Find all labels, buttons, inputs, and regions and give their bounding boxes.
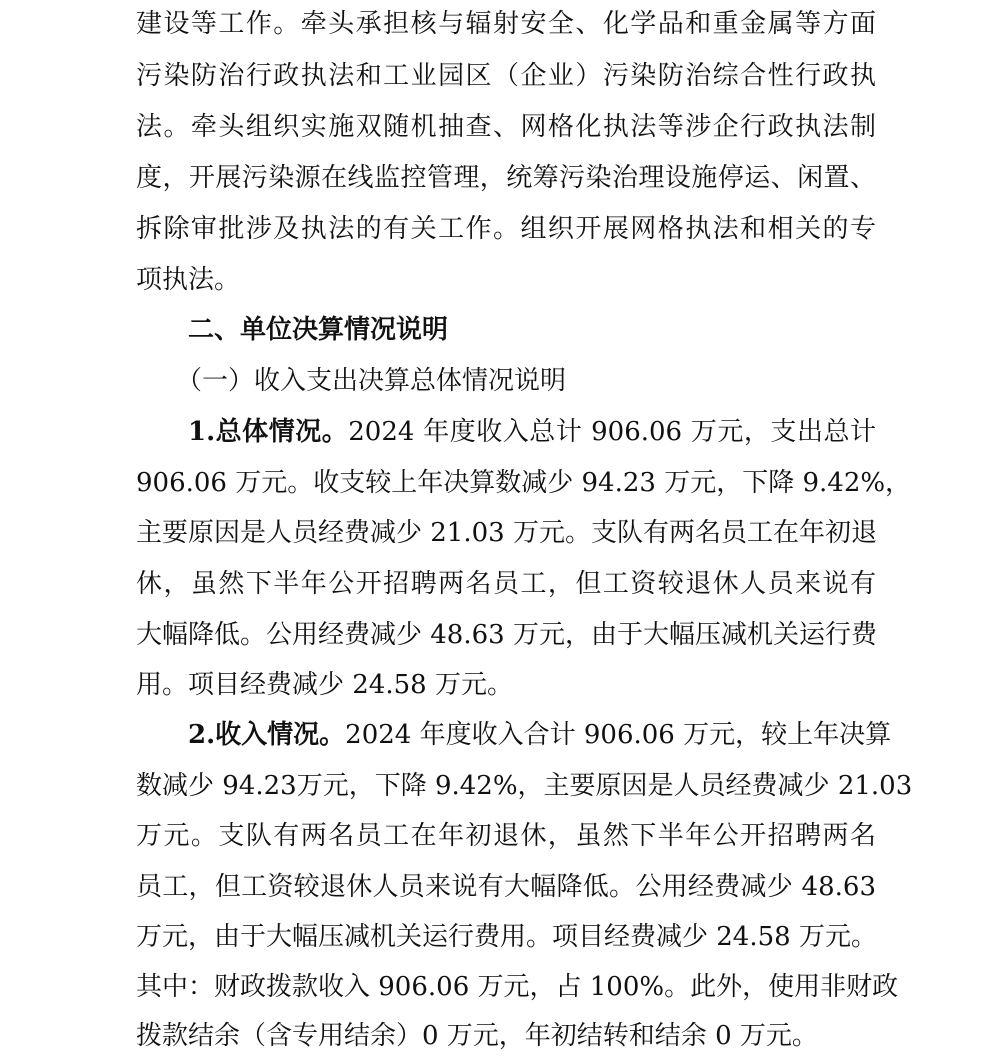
paragraph-2-line: 数减少 94.23万元，下降 9.42%，主要原因是人员经费减少 21.03 xyxy=(136,771,913,801)
paragraph-1-line: 休，虽然下半年公开招聘两名员工，但工资较退休人员来说有 xyxy=(136,569,876,599)
section-heading: 二、单位决算情况说明 xyxy=(188,315,449,345)
paragraph-1-lead: 1.总体情况。 xyxy=(188,417,349,447)
paragraph-2-lead: 2.收入情况。 xyxy=(188,720,346,750)
paragraph-2-line: 拨款结余（含专用结余）0 万元，年初结转和结余 0 万元。 xyxy=(136,1021,818,1051)
paragraph-1-line: 用。项目经费减少 24.58 万元。 xyxy=(136,670,513,700)
subsection-heading: （一）收入支出决算总体情况说明 xyxy=(176,366,567,396)
intro-line: 度，开展污染源在线监控管理，统筹污染治理设施停运、闲置、 xyxy=(136,163,876,193)
paragraph-2-line: 万元，由于大幅压减机关运行费用。项目经费减少 24.58 万元。 xyxy=(136,922,877,952)
paragraph-1-first-line xyxy=(188,415,876,449)
paragraph-2-line: 员工，但工资较退休人员来说有大幅降低。公用经费减少 48.63 xyxy=(136,872,876,902)
intro-line: 项执法。 xyxy=(136,265,241,295)
intro-line: 法。牵头组织实施双随机抽查、网格化执法等涉企行政执法制 xyxy=(136,112,876,142)
intro-line: 拆除审批涉及执法的有关工作。组织开展网格执法和相关的专 xyxy=(136,214,876,244)
intro-line: 建设等工作。牵头承担核与辐射安全、化学品和重金属等方面 xyxy=(136,9,876,39)
paragraph-2-line: 万元。支队有两名员工在年初退休，虽然下半年公开招聘两名 xyxy=(136,821,876,851)
paragraph-1-line: 大幅降低。公用经费减少 48.63 万元，由于大幅压减机关运行费 xyxy=(136,620,877,650)
paragraph-2-line: 其中：财政拨款收入 906.06 万元，占 100%。此外，使用非财政 xyxy=(136,972,899,1002)
intro-line: 污染防治行政执法和工业园区（企业）污染防治综合性行政执 xyxy=(136,61,876,91)
paragraph-1-first-line-text: 2024 年度收入总计 906.06 万元，支出总计 xyxy=(348,417,876,447)
paragraph-1-line: 主要原因是人员经费减少 21.03 万元。支队有两名员工在年初退 xyxy=(136,518,877,548)
paragraph-2-first-line xyxy=(188,718,892,752)
paragraph-1-line: 906.06 万元。收支较上年决算数减少 94.23 万元，下降 9.42%， xyxy=(136,468,912,498)
paragraph-2-first-line-text: 2024 年度收入合计 906.06 万元，较上年决算 xyxy=(345,720,892,750)
